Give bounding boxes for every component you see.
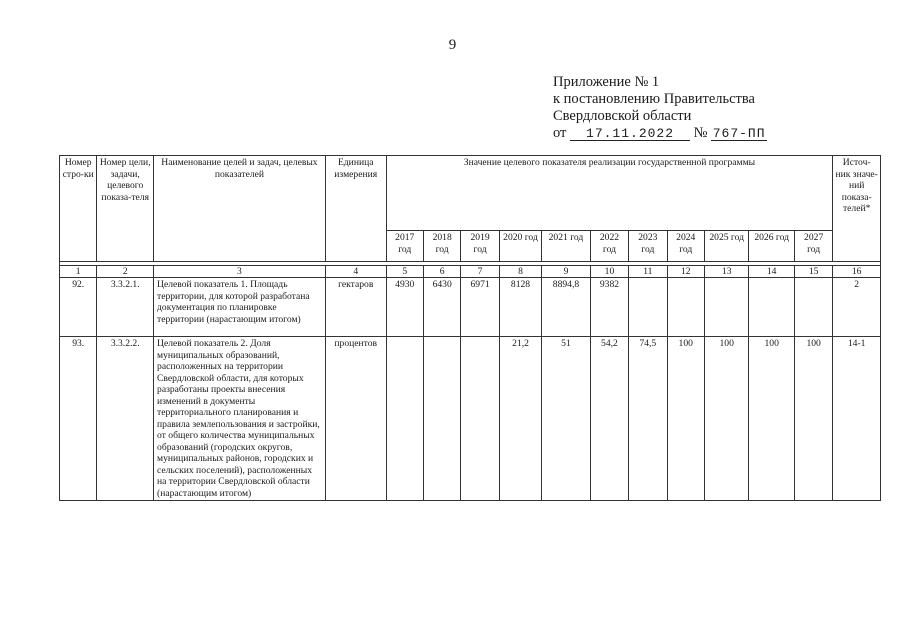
value-cell	[461, 337, 499, 501]
column-number: 16	[833, 266, 881, 278]
header-year: 2021 год	[542, 231, 591, 262]
resolution-date: 17.11.2022	[570, 127, 690, 141]
value-cell	[667, 278, 704, 337]
column-number: 7	[461, 266, 499, 278]
header-goal-number: Номер цели, задачи, целевого показа-теля	[97, 156, 154, 262]
value-cell	[749, 278, 794, 337]
header-year: 2017 год	[386, 231, 423, 262]
table-row	[60, 337, 881, 501]
goal-code-cell: 3.3.2.2.	[97, 337, 154, 501]
number-prefix: №	[693, 125, 708, 141]
value-cell: 21,2	[499, 337, 541, 501]
header-year: 2022 год	[590, 231, 628, 262]
unit-cell: процентов	[325, 337, 386, 501]
column-number: 10	[590, 266, 628, 278]
appendix-block	[553, 74, 767, 142]
unit-cell: гектаров	[325, 278, 386, 337]
column-number: 5	[386, 266, 423, 278]
value-cell: 54,2	[590, 337, 628, 501]
value-cell	[423, 337, 460, 501]
goal-code-cell: 3.3.2.1.	[97, 278, 154, 337]
value-cell: 8128	[499, 278, 541, 337]
column-number: 15	[794, 266, 832, 278]
header-unit: Единица измерения	[325, 156, 386, 262]
column-number: 1	[60, 266, 97, 278]
header-values-group: Значение целевого показателя реализации государственной программы	[386, 156, 833, 231]
column-number: 2	[97, 266, 154, 278]
value-cell: 100	[667, 337, 704, 501]
header-name: Наименование целей и задач, целевых показателей	[154, 156, 326, 262]
value-cell: 74,5	[629, 337, 667, 501]
value-cell: 4930	[386, 278, 423, 337]
header-year: 2020 год	[499, 231, 541, 262]
value-cell	[629, 278, 667, 337]
appendix-date-line	[553, 125, 767, 142]
header-year: 2019 год	[461, 231, 499, 262]
value-cell	[386, 337, 423, 501]
date-prefix: от	[553, 125, 567, 141]
column-number: 13	[704, 266, 748, 278]
column-number: 3	[154, 266, 326, 278]
value-cell: 9382	[590, 278, 628, 337]
column-number: 11	[629, 266, 667, 278]
row-number-cell: 92.	[60, 278, 97, 337]
column-number: 12	[667, 266, 704, 278]
source-cell: 2	[833, 278, 881, 337]
row-number-cell: 93.	[60, 337, 97, 501]
source-cell: 14-1	[833, 337, 881, 501]
goals-table	[59, 155, 881, 501]
value-cell: 100	[704, 337, 748, 501]
appendix-region-line: Свердловской области	[553, 108, 692, 124]
value-cell: 100	[794, 337, 832, 501]
header-row	[60, 156, 881, 231]
header-year: 2023 год	[629, 231, 667, 262]
column-number: 9	[542, 266, 591, 278]
header-row-number: Номер стро-ки	[60, 156, 97, 262]
column-number: 4	[325, 266, 386, 278]
header-year: 2025 год	[704, 231, 748, 262]
value-cell: 51	[542, 337, 591, 501]
header-year: 2018 год	[423, 231, 460, 262]
value-cell: 6430	[423, 278, 460, 337]
indicator-name-cell: Целевой показатель 2. Доля муниципальных образований, расположенных на территории Свердловской области, для которых разработаны проекты внесения изменений в документы территориального планирования и правила землепользования и застройки, от общего количества муниципальных образований (городских округов, муниципальных районов, городских и сельских поселений), расположенных на территории Свердловской области (нарастающим итогом)	[154, 337, 326, 501]
header-source: Источ-ник значе-ний показа-телей*	[833, 156, 881, 262]
resolution-number: 767-ПП	[712, 126, 766, 141]
header-year: 2027 год	[794, 231, 832, 262]
value-cell: 6971	[461, 278, 499, 337]
column-number: 8	[499, 266, 541, 278]
header-year: 2024 год	[667, 231, 704, 262]
indicator-name-cell: Целевой показатель 1. Площадь территории, для которой разработана документация по планировке территории (нарастающим итогом)	[154, 278, 326, 337]
value-cell	[704, 278, 748, 337]
page-number: 9	[448, 37, 457, 53]
column-numbers-row	[60, 266, 881, 278]
appendix-title: Приложение № 1	[553, 74, 660, 90]
value-cell: 8894,8	[542, 278, 591, 337]
column-number: 14	[749, 266, 794, 278]
column-number: 6	[423, 266, 460, 278]
value-cell: 100	[749, 337, 794, 501]
header-year: 2026 год	[749, 231, 794, 262]
appendix-resolution-line: к постановлению Правительства	[553, 91, 755, 107]
table-row	[60, 278, 881, 337]
value-cell	[794, 278, 832, 337]
